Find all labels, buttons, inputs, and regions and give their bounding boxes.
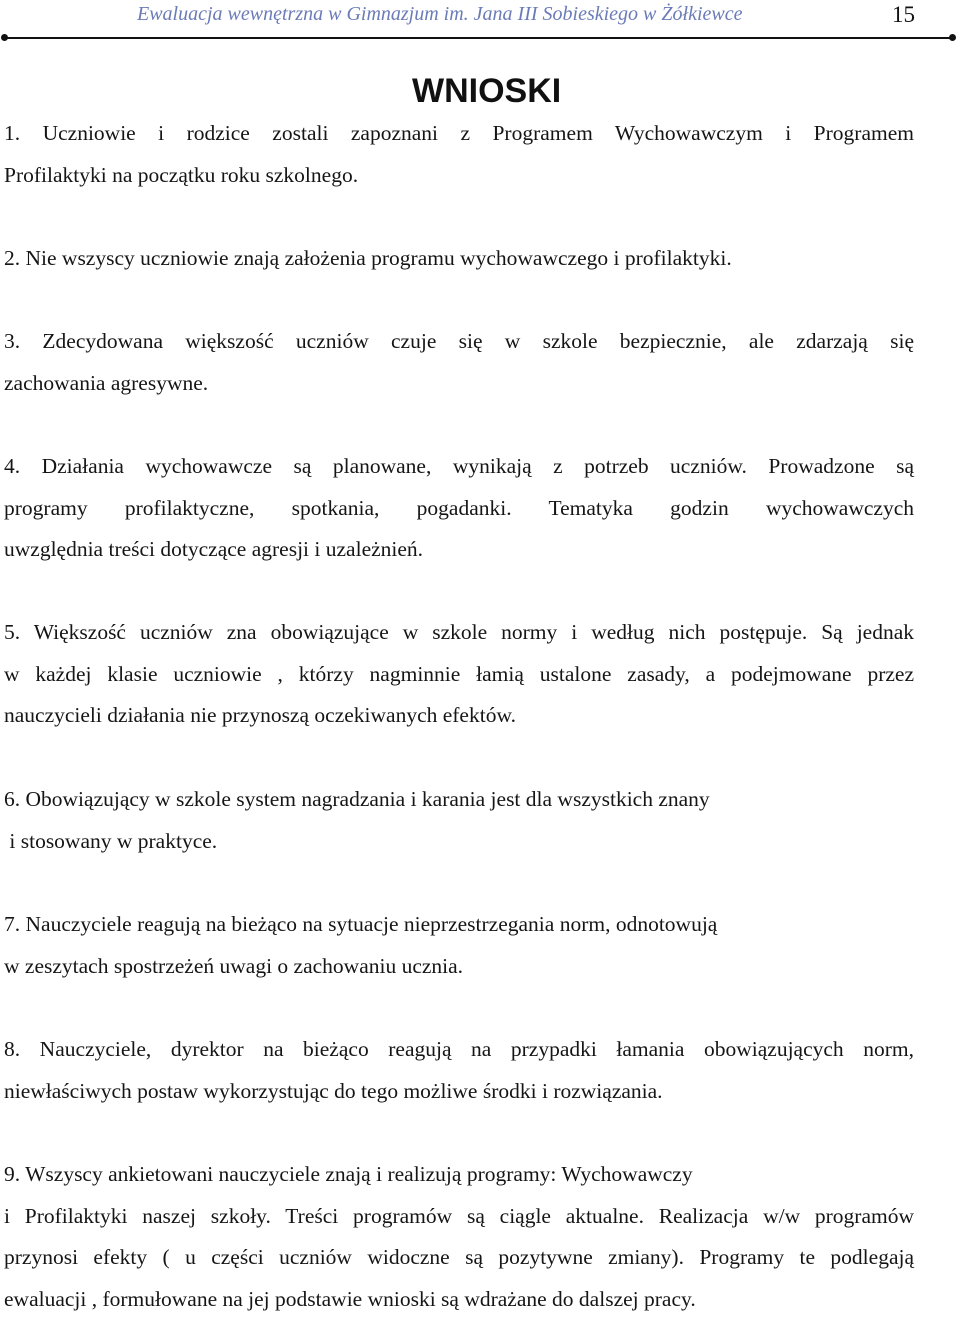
conclusion-6 [4, 779, 914, 862]
conclusion-line: 8. Nauczyciele, dyrektor na bieżąco reagują na przypadki łamania obowiązujących norm, [4, 1029, 914, 1071]
conclusion-1 [4, 113, 914, 196]
conclusion-line: 2. Nie wszyscy uczniowie znają założenia programu wychowawczego i profilaktyki. [4, 238, 914, 280]
conclusion-line: uwzględnia treści dotyczące agresji i uzależnień. [4, 529, 914, 571]
conclusion-line: Profilaktyki na początku roku szkolnego. [4, 155, 914, 197]
conclusion-line: i Profilaktyki naszej szkoły. Treści programów są ciągle aktualne. Realizacja w/w programów [4, 1196, 914, 1238]
conclusion-line: 1. Uczniowie i rodzice zostali zapoznani z Programem Wychowawczym i Programem [4, 113, 914, 155]
conclusion-line: zachowania agresywne. [4, 363, 914, 405]
conclusion-9 [4, 1154, 914, 1320]
conclusion-line: przynosi efekty ( u części uczniów widoczne są pozytywne zmiany). Programy te podlegają [4, 1237, 914, 1279]
page-number: 15 [892, 2, 915, 28]
header-title: Ewaluacja wewnętrzna w Gimnazjum im. Jana III Sobieskiego w Żółkiewce [137, 3, 742, 26]
conclusion-5 [4, 612, 914, 737]
conclusion-4 [4, 446, 914, 571]
conclusion-7 [4, 904, 914, 987]
conclusion-line: 3. Zdecydowana większość uczniów czuje się w szkole bezpiecznie, ale zdarzają się [4, 321, 914, 363]
header-rule [4, 37, 954, 39]
conclusion-3 [4, 321, 914, 404]
conclusion-line: ewaluacji , formułowane na jej podstawie wnioski są wdrażane do dalszej pracy. [4, 1279, 914, 1320]
conclusion-8 [4, 1029, 914, 1112]
conclusion-line: 4. Działania wychowawcze są planowane, wynikają z potrzeb uczniów. Prowadzone są [4, 446, 914, 488]
rule-end-dot-right [949, 34, 956, 41]
rule-end-dot-left [1, 34, 8, 41]
conclusion-line: nauczycieli działania nie przynoszą oczekiwanych efektów. [4, 695, 914, 737]
conclusion-line: 6. Obowiązujący w szkole system nagradzania i karania jest dla wszystkich znany [4, 779, 914, 821]
conclusion-line: 9. Wszyscy ankietowani nauczyciele znają i realizują programy: Wychowawczy [4, 1154, 914, 1196]
conclusion-2 [4, 238, 914, 280]
conclusion-line: programy profilaktyczne, spotkania, pogadanki. Tematyka godzin wychowawczych [4, 488, 914, 530]
conclusion-line: i stosowany w praktyce. [4, 821, 914, 863]
conclusion-line: w zeszytach spostrzeżeń uwagi o zachowaniu ucznia. [4, 946, 914, 988]
conclusion-line: 5. Większość uczniów zna obowiązujące w szkole normy i według nich postępuje. Są jednak [4, 612, 914, 654]
page-title: WNIOSKI [412, 72, 561, 111]
conclusion-line: niewłaściwych postaw wykorzystując do tego możliwe środki i rozwiązania. [4, 1071, 914, 1113]
page-header [0, 0, 960, 40]
conclusion-line: 7. Nauczyciele reagują na bieżąco na sytuacje nieprzestrzegania norm, odnotowują [4, 904, 914, 946]
conclusion-line: w każdej klasie uczniowie , którzy nagminnie łamią ustalone zasady, a podejmowane przez [4, 654, 914, 696]
